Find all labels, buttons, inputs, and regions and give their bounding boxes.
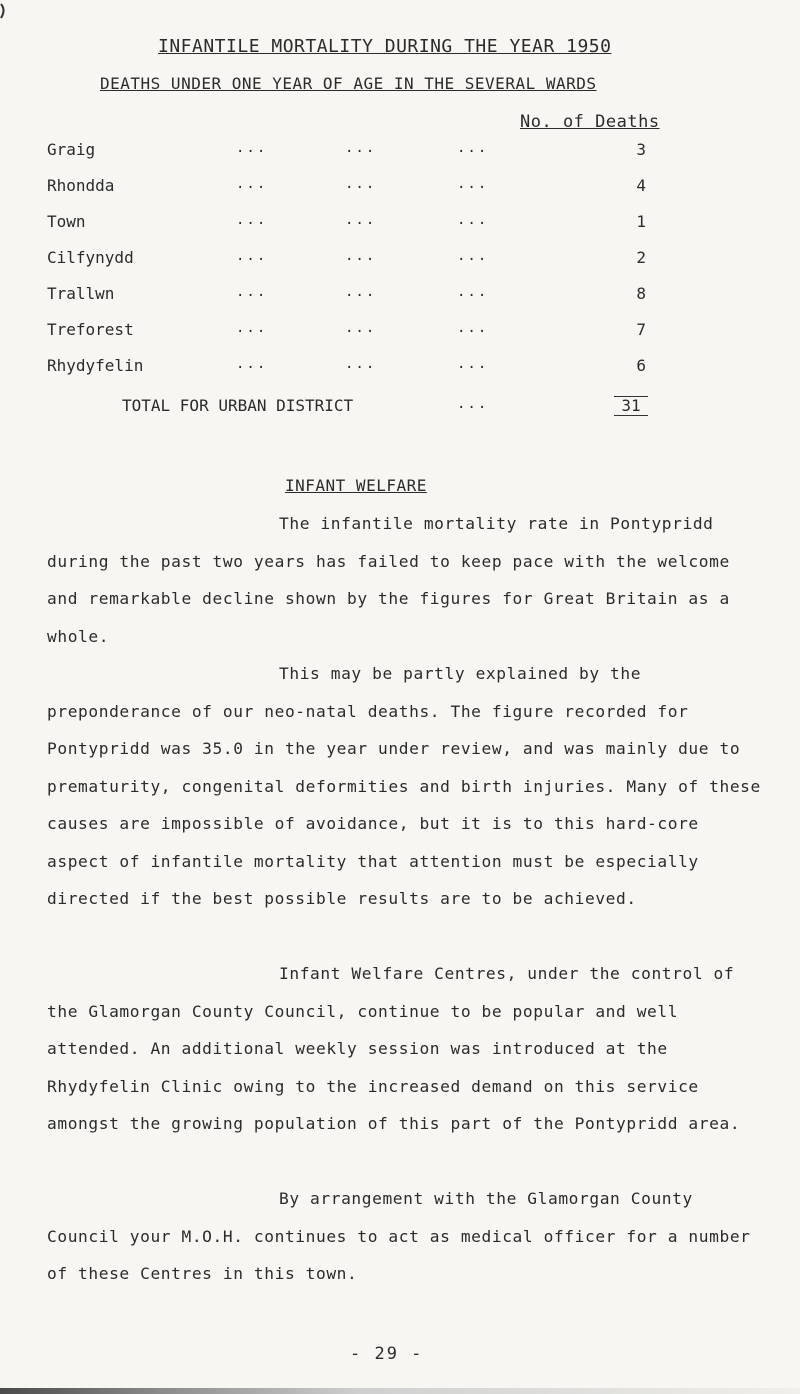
leader-dots: ... <box>236 248 268 264</box>
leader-dots: ... <box>236 212 268 228</box>
leader-dots: ... <box>457 176 489 192</box>
table-row <box>0 356 800 386</box>
leader-dots: ... <box>457 356 489 372</box>
leader-dots: ... <box>345 320 377 336</box>
leader-dots: ... <box>345 140 377 156</box>
paragraph-text: Infant Welfare Centres, under the control of the Glamorgan County Council, continue to be popular and well attended. An additional weekly session was introduced at the Rhydyfelin Clinic owing to the increased demand on this service amongst the growing population of this part of the Pontypridd area. <box>47 964 741 1133</box>
leader-dots: ... <box>236 320 268 336</box>
page-number: - 29 - <box>350 1344 424 1364</box>
leader-dots: ... <box>236 176 268 192</box>
table-row <box>0 284 800 314</box>
death-count: 1 <box>636 212 646 231</box>
table-row <box>0 320 800 350</box>
leader-dots: ... <box>457 212 489 228</box>
page-title: INFANTILE MORTALITY DURING THE YEAR 1950 <box>158 36 612 57</box>
ward-name: Cilfynydd <box>47 248 134 267</box>
leader-dots: ... <box>457 396 489 412</box>
leader-dots: ... <box>457 248 489 264</box>
paragraph <box>47 1180 767 1293</box>
leader-dots: ... <box>345 356 377 372</box>
leader-dots: ... <box>457 284 489 300</box>
scan-edge <box>0 1388 800 1394</box>
paragraph <box>47 505 767 655</box>
ward-name: Trallwn <box>47 284 115 303</box>
ward-name: Treforest <box>47 320 134 339</box>
table-row <box>0 140 800 170</box>
ward-name: Rhydyfelin <box>47 356 144 375</box>
leader-dots: ... <box>457 320 489 336</box>
leader-dots: ... <box>236 284 268 300</box>
table-row <box>0 212 800 242</box>
death-count: 8 <box>636 284 646 303</box>
leader-dots: ... <box>345 212 377 228</box>
ward-name: Town <box>47 212 86 231</box>
death-count: 2 <box>636 248 646 267</box>
corner-mark <box>0 0 8 22</box>
section-heading: INFANT WELFARE <box>285 476 427 495</box>
leader-dots: ... <box>236 140 268 156</box>
paragraph-text: This may be partly explained by the preponderance of our neo-natal deaths. The figure recorded for Pontypridd was 35.0 in the year under review, and was mainly due to prematurity, congenital deformities and birth injuries. Many of these causes are impossible of avoidance, but it is to this hard-core aspect of infantile mortality that attention must be especially directed if the best possible results are to be achieved. <box>47 664 761 908</box>
table-row <box>0 248 800 278</box>
total-label: TOTAL FOR URBAN DISTRICT <box>122 396 354 415</box>
paragraph <box>47 655 767 918</box>
leader-dots: ... <box>345 176 377 192</box>
table-row <box>0 176 800 206</box>
death-count: 7 <box>636 320 646 339</box>
leader-dots: ... <box>457 140 489 156</box>
table-subtitle: DEATHS UNDER ONE YEAR OF AGE IN THE SEVERAL WARDS <box>100 74 597 93</box>
paragraph-text: The infantile mortality rate in Pontypridd during the past two years has failed to keep pace with the welcome and remarkable decline shown by the figures for Great Britain as a whole. <box>47 514 730 646</box>
death-count: 4 <box>636 176 646 195</box>
death-count: 6 <box>636 356 646 375</box>
total-count: 31 <box>614 396 648 416</box>
leader-dots: ... <box>345 248 377 264</box>
ward-name: Rhondda <box>47 176 115 195</box>
death-count: 3 <box>636 140 646 159</box>
leader-dots: ... <box>345 284 377 300</box>
ward-name: Graig <box>47 140 96 159</box>
deaths-column-heading: No. of Deaths <box>520 112 660 132</box>
paragraph <box>47 955 767 1143</box>
total-row <box>0 396 800 426</box>
paragraph-text: By arrangement with the Glamorgan County Council your M.O.H. continues to act as medical officer for a number of these Centres in this town. <box>47 1189 751 1283</box>
leader-dots: ... <box>236 356 268 372</box>
